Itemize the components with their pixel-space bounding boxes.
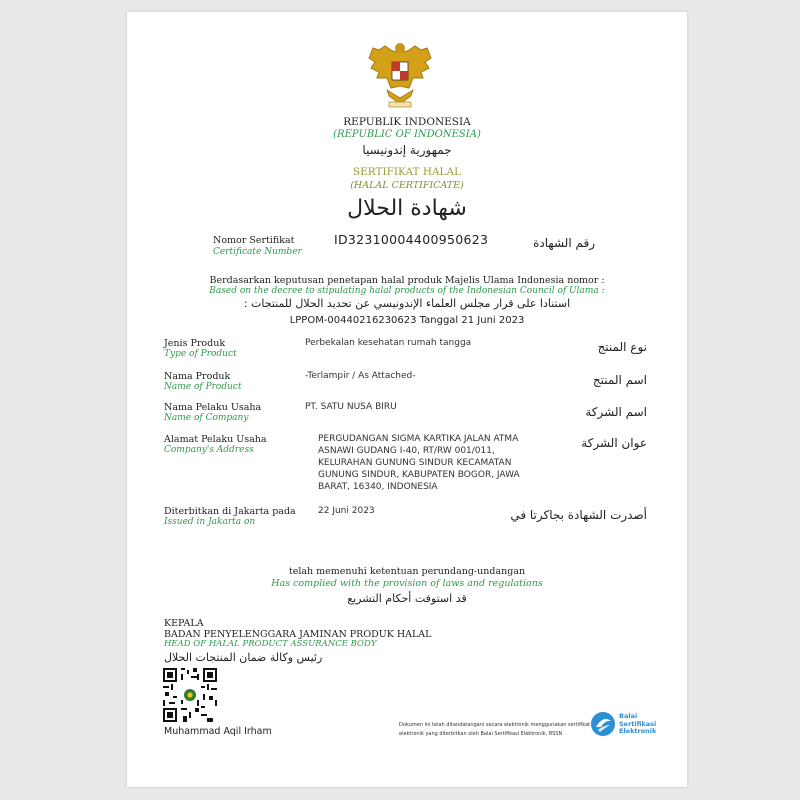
field-value: -Terlampir / As Attached- <box>305 371 416 381</box>
field-label: Diterbitkan di Jakarta pada <box>164 506 296 517</box>
signatory-agency: BADAN PENYELENGGARA JAMINAN PRODUK HALAL <box>164 629 432 640</box>
basis-line-id: Berdasarkan keputusan penetapan halal produk Majelis Ulama Indonesia nomor : <box>209 275 605 286</box>
qr-code-icon[interactable] <box>163 668 217 722</box>
certificate-number-label-ar: رقم الشهادة <box>533 236 595 250</box>
signatory-title-ar: رئيس وكالة ضمان المنتجات الحلال <box>164 651 323 664</box>
field-value: 22 Juni 2023 <box>318 506 375 516</box>
bsre-line2: Sertifikasi <box>619 719 657 728</box>
field-label: Alamat Pelaku Usaha <box>164 434 267 445</box>
field-value: Perbekalan kesehatan rumah tangga <box>305 338 472 348</box>
certificate-page <box>127 12 687 787</box>
signatory-name: Muhammad Aqil Irham <box>164 726 272 737</box>
field-label-en: Type of Product <box>164 349 237 359</box>
signatory-title-en: HEAD OF HALAL PRODUCT ASSURANCE BODY <box>164 639 377 649</box>
field-label-ar: اسم الشركة <box>585 405 647 419</box>
country-name-ar: جمهورية إندونيسيا <box>362 143 452 157</box>
decree-number: LPPOM-00440216230623 Tanggal 21 Juni 2023 <box>289 315 525 326</box>
field-label-en: Name of Company <box>164 413 249 423</box>
bsre-line3: Elektronik <box>619 727 657 735</box>
field-label: Nama Produk <box>164 371 231 382</box>
field-label: Jenis Produk <box>164 338 226 349</box>
field-label-ar: اسم المنتج <box>592 373 647 387</box>
compliance-line-ar: قد استوفت أحكام التشريع <box>347 592 467 605</box>
country-name: REPUBLIK INDONESIA <box>343 116 471 128</box>
field-label: Nama Pelaku Usaha <box>164 402 262 413</box>
compliance-line-id: telah memenuhi ketentuan perundang-undangan <box>288 566 526 577</box>
certificate-title-en: (HALAL CERTIFICATE) <box>350 180 464 191</box>
field-value: PT. SATU NUSA BIRU <box>305 402 397 412</box>
country-name-en: (REPUBLIC OF INDONESIA) <box>333 129 481 140</box>
signatory-title: KEPALA <box>164 618 204 629</box>
field-label-ar: نوع المنتج <box>597 340 647 354</box>
compliance-line-en: Has complied with the provision of laws and regulations <box>271 578 543 589</box>
certificate-title: SERTIFIKAT HALAL <box>352 166 462 178</box>
field-label-en: Name of Product <box>164 382 242 392</box>
bsre-logo-text <box>619 713 656 736</box>
e-signature-note-line2: elektronik yang diterbitkan oleh Balai Sertifikasi Elektronik, BSSN <box>399 731 563 737</box>
certificate-number-label: Nomor Sertifikat <box>213 235 295 246</box>
certificate-number-label-en: Certificate Number <box>213 247 302 257</box>
field-label-ar: أصدرت الشهادة بجاكرتا في <box>510 508 647 522</box>
garuda-emblem-icon <box>365 38 435 110</box>
e-signature-note-line1: Dokumen ini telah ditandatangani secara elektronik menggunakan sertifikat <box>399 722 591 728</box>
field-value: PERGUDANGAN SIGMA KARTIKA JALAN ATMA ASNAWI GUDANG I-40, RT/RW 001/011, KELURAHAN GUNUNG SINDUR KECAMATAN GUNUNG SINDUR, KABUPATEN BOGOR, JAWA BARAT, 16340, INDONESIA <box>318 434 520 492</box>
field-label-en: Company's Address <box>164 445 254 455</box>
certificate-fields <box>127 335 687 525</box>
bsre-line1: Balai <box>619 712 638 720</box>
certificate-title-ar: شهادة الحلال <box>347 196 467 221</box>
field-label-ar: عوان الشركة <box>581 436 647 450</box>
certificate-number: ID32310004400950623 <box>334 232 489 247</box>
basis-line-en: Based on the decree to stipulating halal products of the Indonesian Council of Ulama : <box>209 286 605 296</box>
e-signature-note <box>399 721 590 739</box>
basis-line-ar: استنادا على قرار مجلس العلماء الإندونيسي عن تحديد الحلال للمنتجات : <box>243 297 571 310</box>
field-label-en: Issued in Jakarta on <box>164 517 256 527</box>
bsre-logo-icon <box>590 711 616 737</box>
